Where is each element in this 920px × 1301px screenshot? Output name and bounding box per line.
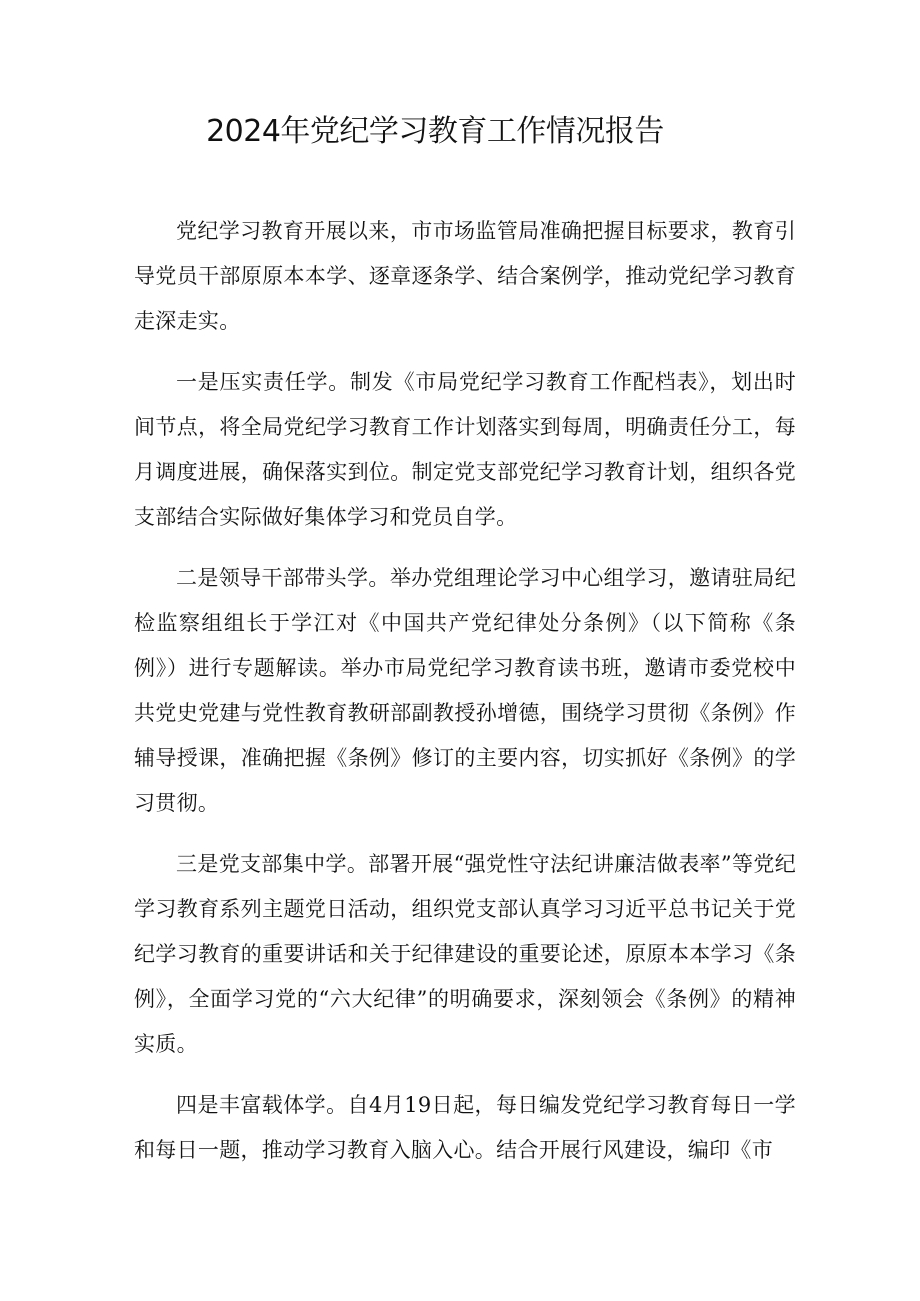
paragraph-responsibility: 一是压实责任学。制发《市局党纪学习教育工作配档表》，划出时间节点，将全局党纪学习教育工作计划落实到每周，明确责任分工，每月调度进展，确保落实到位。制定党支部党纪学习教育计划，组织各党支部结合实际做好集体学习和党员自学。 [134,370,796,529]
paragraph-intro: 党纪学习教育开展以来，市市场监管局准确把握目标要求，教育引导党员干部原原本本学、逐章逐条学、结合案例学，推动党纪学习教育走深走实。 [134,219,796,333]
document-title: 2024年党纪学习教育工作情况报告 [206,114,664,149]
paragraph-branch-study: 三是党支部集中学。部署开展“强党性守法纪讲廉洁做表率”等党纪学习教育系列主题党日活动，组织党支部认真学习习近平总书记关于党纪学习教育的重要讲话和关于纪律建设的重要论述，原原本本学习《条例》，全面学习党的“六大纪律”的明确要求，深刻领会《条例》的精神实质。 [134,852,796,1056]
paragraph-carriers: 四是丰富载体学。自4月19日起，每日编发党纪学习教育每日一学和每日一题，推动学习教育入脑入心。结合开展行风建设，编印《市 [134,1093,796,1162]
document-body [134,209,796,1173]
paragraph-leadership: 二是领导干部带头学。举办党组理论学习中心组学习，邀请驻局纪检监察组组长于学江对《中国共产党纪律处分条例》（以下简称《条例》）进行专题解读。举办市局党纪学习教育读书班，邀请市委党校中共党史党建与党性教育教研部副教授孙增德，围绕学习贯彻《条例》作辅导授课，准确把握《条例》修订的主要内容，切实抓好《条例》的学习贯彻。 [134,566,796,815]
